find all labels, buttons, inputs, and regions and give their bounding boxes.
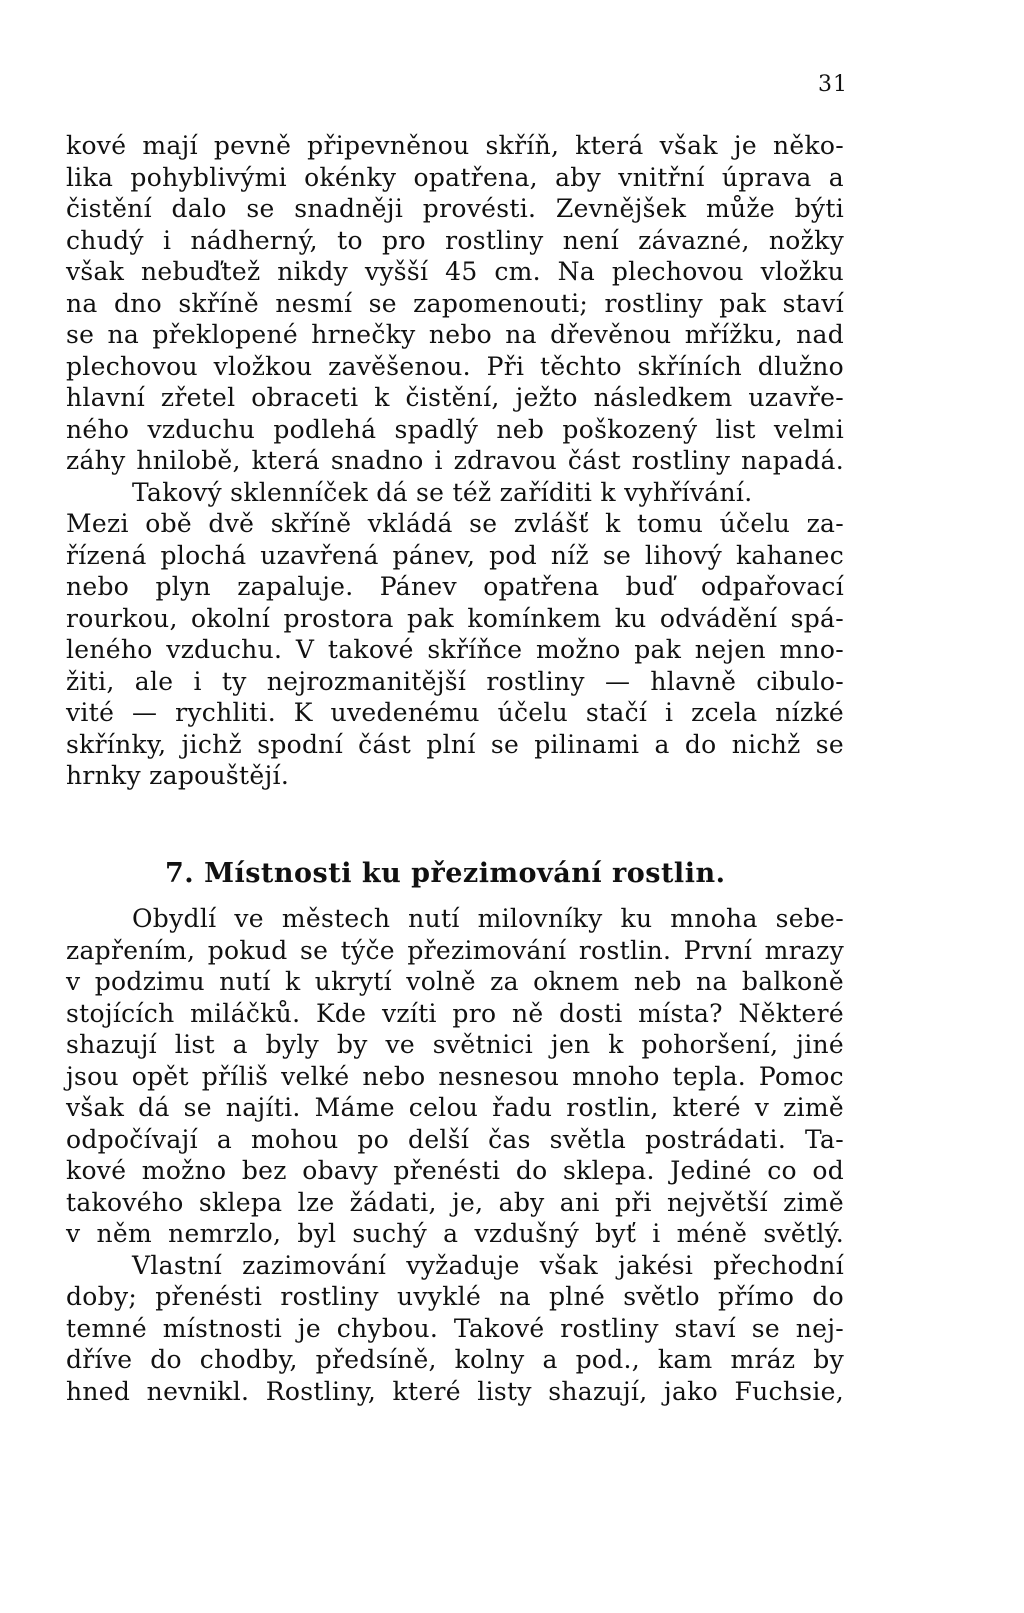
text-line: takového sklepa lze žádati, je, aby ani při největší zimě <box>66 1187 844 1217</box>
text-line: Obydlí ve městech nutí milovníky ku mnoha sebe- <box>132 904 844 933</box>
text-line: v něm nemrzlo, byl suchý a vzdušný byť i méně světlý. <box>66 1219 844 1248</box>
text-line: hrnky zapouštějí. <box>66 761 290 790</box>
text-line: odpočívají a mohou po delší čas světla postrádati. Ta- <box>66 1124 844 1154</box>
text-line: kové mají pevně připevněnou skříň, která však je něko- <box>66 131 844 160</box>
text-line: Takový sklenníček dá se též zaříditi k vyhřívání. <box>132 477 753 507</box>
text-line: záhy hnilobě, která snadno i zdravou část rostliny napadá. <box>66 446 844 475</box>
text-line: temné místnosti je chybou. Takové rostliny staví se nej- <box>66 1313 844 1343</box>
text-line: nebo plyn zapaluje. Pánev opatřena buď odpařovací <box>66 572 844 601</box>
text-line: chudý i nádherný, to pro rostliny není závazné, nožky <box>66 225 844 255</box>
text-line: na dno skříně nesmí se zapomenouti; rostliny pak staví <box>66 288 844 318</box>
text-line: žiti, ale i ty nejrozmanitější rostliny — hlavně cibulo- <box>66 666 844 696</box>
section-heading: 7. Místnosti ku přezimování rostlin. <box>165 858 726 889</box>
text-line: shazují list a byly by ve světnici jen k pohoršení, jiné <box>66 1030 844 1059</box>
text-line: leného vzduchu. V takové skříňce možno pak nejen mno- <box>66 635 844 664</box>
text-line: zapřením, pokud se týče přezimování rostlin. První mrazy <box>66 935 844 965</box>
text-line: skřínky, jichž spodní část plní se pilinami a do nichž se <box>66 729 844 759</box>
text-line: dříve do chodby, předsíně, kolny a pod., kam mráz by <box>66 1345 844 1374</box>
text-line: však nebuďtež nikdy vyšší 45 cm. Na plechovou vložku <box>66 257 844 286</box>
text-line: hned nevnikl. Rostliny, které listy shazují, jako Fuchsie, <box>66 1376 844 1406</box>
text-line: Vlastní zazimování vyžaduje však jakési přechodní <box>132 1250 844 1280</box>
text-line: ného vzduchu podlehá spadlý neb poškozený list velmi <box>66 414 844 444</box>
paragraph-overwintering <box>66 903 844 1407</box>
page-number: 31 <box>818 72 848 97</box>
paragraph-terrarium <box>66 130 844 792</box>
text-line: v podzimu nutí k ukrytí volně za oknem neb na balkoně <box>66 967 844 996</box>
text-line: hlavní zřetel obraceti k čistění, ježto následkem uzavře- <box>66 383 844 412</box>
text-line: čistění dalo se snadněji provésti. Zevnějšek může býti <box>66 194 844 223</box>
text-line: jsou opět příliš velké nebo nesnesou mnoho tepla. Pomoc <box>66 1061 844 1091</box>
text-line: Mezi obě dvě skříně vkládá se zvlášť k tomu účelu za- <box>66 509 844 538</box>
text-line: vité — rychliti. K uvedenému účelu stačí i zcela nízké <box>66 698 844 727</box>
text-line: doby; přenésti rostliny uvyklé na plné světlo přímo do <box>66 1282 844 1311</box>
text-line: lika pohyblivými okénky opatřena, aby vnitřní úprava a <box>66 162 844 192</box>
text-line: kové možno bez obavy přenésti do sklepa. Jediné co od <box>66 1156 844 1185</box>
text-line: řízená plochá uzavřená pánev, pod níž se lihový kahanec <box>66 540 844 570</box>
text-line: plechovou vložkou zavěšenou. Při těchto skříních dlužno <box>66 351 844 381</box>
text-line: rourkou, okolní prostora pak komínkem ku odvádění spá- <box>66 603 844 633</box>
text-line: však dá se najíti. Máme celou řadu rostlin, které v zimě <box>66 1093 844 1122</box>
text-line: stojících miláčků. Kde vzíti pro ně dosti místa? Některé <box>66 998 844 1028</box>
text-line: se na překlopené hrnečky nebo na dřevěnou mřížku, nad <box>66 320 844 349</box>
